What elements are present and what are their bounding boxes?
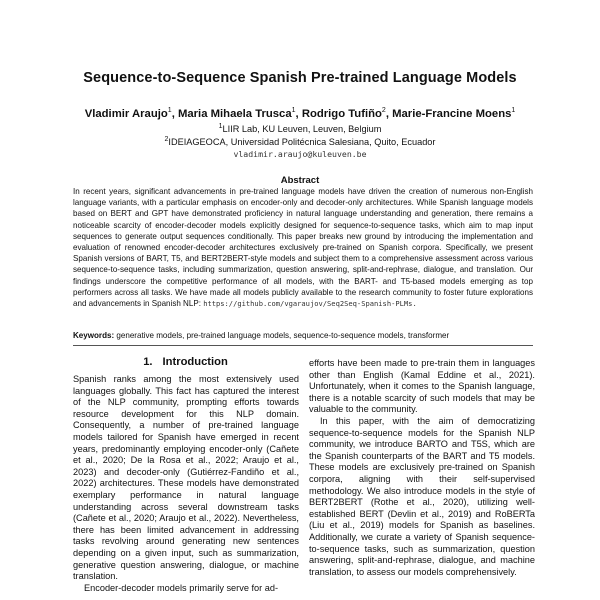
author-affiliation-mark: 1 [167, 107, 172, 114]
contact-email[interactable]: vladimir.araujo@kuleuven.be [233, 149, 367, 159]
right-column [309, 358, 535, 578]
author-affiliation-mark: 1 [291, 107, 296, 114]
author-list: Vladimir Araujo$^1$, Maria Mihaela Trusca$^1$, Rodrigo Tufiño$^2$, Marie-Francine Moens$^1$ [84, 107, 516, 120]
affiliation-mark: 2 [164, 136, 169, 143]
author-affiliation-mark: 1 [511, 107, 516, 114]
affiliation-text: IDEIAGEOCA, Universidad Politécnica Salesiana, Quito, Ecuador [168, 137, 436, 148]
paper-title: Sequence-to-Sequence Spanish Pre-trained Language Models [83, 70, 517, 86]
section-heading [73, 356, 298, 368]
section-number: 1. [143, 356, 153, 368]
paragraph: efforts have been made to pre-train them in languages other than English (Kamal Eddine et al., 2021). Unfortunately, when it comes to the Spanish language, there is a notable scarcity of such models that may be valuable to the community. [309, 358, 535, 415]
affiliation [0, 123, 600, 134]
abstract-text: In recent years, significant advancements in pre-trained language models have driven the creation of numerous non-English language variants, with a particular emphasis on encoder-only and decoder-only architectures. While Spanish language models based on BERT and GPT have demonstrated proficiency in natural language understanding and generation, there remains a noticeable scarcity of encoder-decoder models explicitly designed for sequence-to-sequence tasks, which aim to map input sequences to generate output sequences conditionally. This paper breaks new ground by introducing the implementation and evaluation of renowned encoder-decoder architectures exclusively pre-trained on Spanish corpora. Specifically, we present Spanish versions of BART, T5, and BERT2BERT-style models and subject them to a comprehensive assessment across various sequence-to-sequence tasks, including summarization, question answering, split-and-rephrase, dialogue, and translation. Our findings underscore the competitive performance of all models, with the BART- and T5-based models emerging as top performers across all tasks. We have made all models publicly available to the research community to foster future explorations and advancements in Spanish NLP: [73, 187, 533, 309]
paragraph: In this paper, with the aim of democratizing sequence-to-sequence models for the Spanish NLP community, we introduce BARTO and T5S, which are the Spanish counterparts of the BART and T5 models. These models are exclusively pre-trained on Spanish corpora, aligning with their self-supervised methodology. We also introduce models in the style of BERT2BERT (Rothe et al., 2020), utilizing well-established BERT (Devlin et al., 2019) and RoBERTa (Liu et al., 2019) models for Spanish as baselines. Additionally, we curate a variety of Spanish sequence-to-sequence tasks, such as summarization, question answering, split-and-rephrase, dialogue, and machine translation, to assess our models comprehensively. [309, 415, 535, 577]
keywords [73, 330, 533, 341]
section-title: Introduction [162, 356, 228, 368]
abstract-heading: Abstract [280, 175, 320, 186]
abstract-body [73, 186, 533, 309]
author-name: Maria Mihaela Trusca [177, 107, 292, 120]
affiliation-mark: 1 [218, 123, 223, 130]
paragraph: Spanish ranks among the most extensively used languages globally. This fact has captured the interest of the NLP community, prompting efforts towards resource development for this NLP domain. Consequently, a number of pre-trained language models tailored for Spanish have emerged in recent years, predominantly employing encoder-only (Cañete et al., 2020; De la Rosa et al., 2022; Araujo et al., 2023) and decoder-only (Gutiérrez-Fandiño et al., 2022) architectures. These models have demonstrated exemplary performance in natural language understanding across several downstream tasks (Cañete et al., 2020; Araujo et al., 2022). Nevertheless, there has been limited advancement in addressing tasks revolving around generating new sentences depending on a given input, such as summarization, generative question answering, dialogue, or machine translation. [73, 374, 299, 582]
affiliation-text: LIIR Lab, KU Leuven, Leuven, Belgium [222, 124, 382, 135]
keywords-label: Keywords: [73, 331, 115, 340]
left-column [73, 374, 299, 594]
paragraph: Encoder-decoder models primarily serve for ad- [84, 582, 279, 593]
affiliation [0, 136, 600, 147]
author-affiliation-mark: 2 [381, 107, 386, 114]
author-name: Marie-Francine Moens [392, 107, 512, 120]
keywords-text: generative models, pre-trained language models, sequence-to-sequence models, transformer [116, 331, 450, 340]
author-name: Vladimir Araujo [84, 107, 168, 120]
repository-link[interactable]: https://github.com/vgaraujov/Seq2Seq-Spanish-PLMs. [203, 299, 417, 309]
author-name: Rodrigo Tufiño [301, 107, 382, 120]
divider [73, 345, 533, 346]
